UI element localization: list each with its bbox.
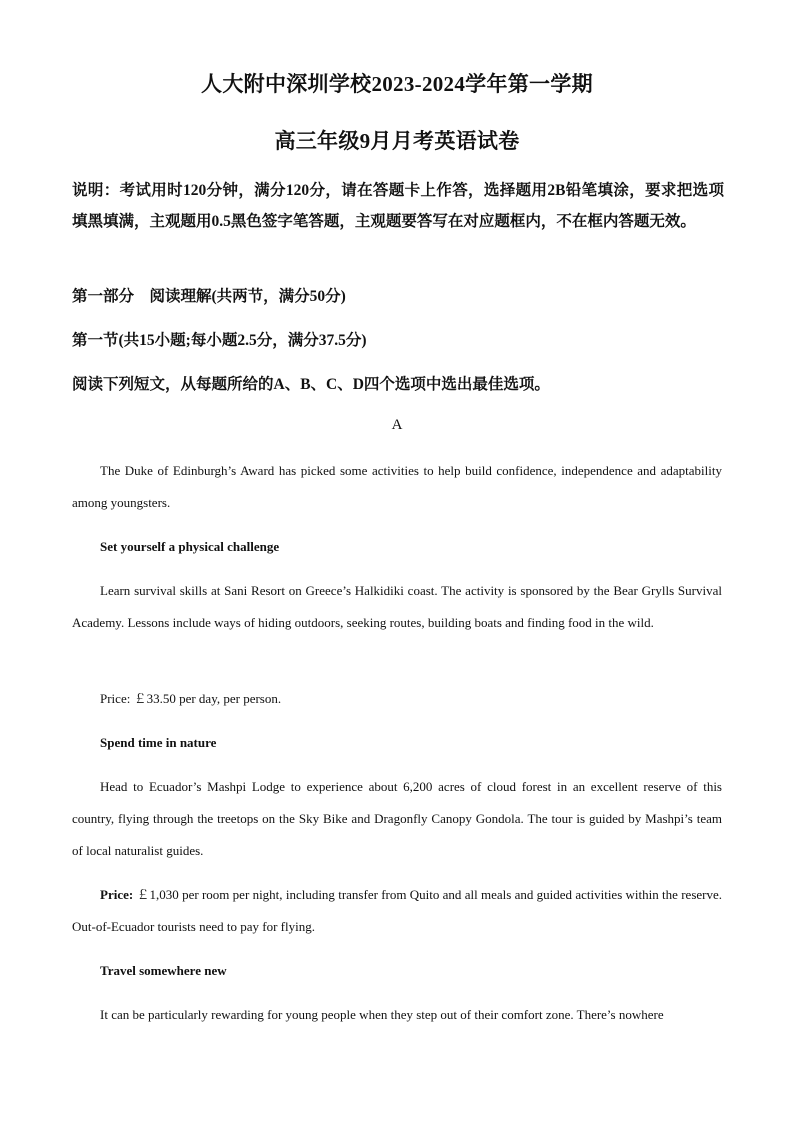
- item-price-nature: [72, 879, 722, 943]
- price-value: ￡33.50 per day, per person.: [133, 691, 282, 706]
- price-label: Price:: [100, 887, 134, 902]
- directions: 阅读下列短文，从每题所给的A、B、C、D四个选项中选出最佳选项。: [72, 376, 550, 393]
- item-body-physical-challenge: Learn survival skills at Sani Resort on Greece’s Halkidiki coast. The activity is sponsored by the Bear Grylls Survival Academy. Lessons include ways of hiding outdoors, seeking routes, building boats and finding food in the wild.: [72, 583, 722, 630]
- price-label: Price:: [100, 691, 131, 706]
- exam-title-line2: 高三年级9月月考英语试卷: [274, 129, 520, 153]
- item-heading-travel: Travel somewhere new: [100, 963, 227, 978]
- item-body-travel: It can be particularly rewarding for young people when they step out of their comfort zone. There’s nowhere: [100, 1007, 664, 1022]
- item-heading-nature: Spend time in nature: [100, 735, 217, 750]
- passage-label: A: [391, 417, 403, 433]
- price-value: ￡1,030 per room per night, including transfer from Quito and all meals and guided activities within the reserve. Out-of-Ecuador tourists need to pay for flying.: [72, 887, 722, 934]
- item-heading-physical-challenge: Set yourself a physical challenge: [100, 539, 280, 554]
- exam-title-line1: 人大附中深圳学校2023-2024学年第一学期: [201, 72, 593, 96]
- part-heading: 第一部分 阅读理解(共两节，满分50分): [72, 288, 346, 305]
- item-body-nature: Head to Ecuador’s Mashpi Lodge to experience about 6,200 acres of cloud forest in an excellent reserve of this country, flying through the treetops on the Sky Bike and Dragonfly Canopy Gondola. The tour is guided by Mashpi’s team of local naturalist guides.: [72, 779, 722, 858]
- exam-instructions: 说明：考试用时120分钟，满分120分，请在答题卡上作答，选择题用2B铅笔填涂，要求把选项填黑填满，主观题用0.5黑色签字笔答题，主观题要答写在对应题框内，不在框内答题无效。: [72, 182, 724, 230]
- item-price-physical-challenge: [72, 683, 722, 715]
- passage-intro: The Duke of Edinburgh’s Award has picked some activities to help build confidence, independence and adaptability among youngsters.: [72, 463, 722, 510]
- section-heading: 第一节(共15小题;每小题2.5分，满分37.5分): [72, 332, 367, 349]
